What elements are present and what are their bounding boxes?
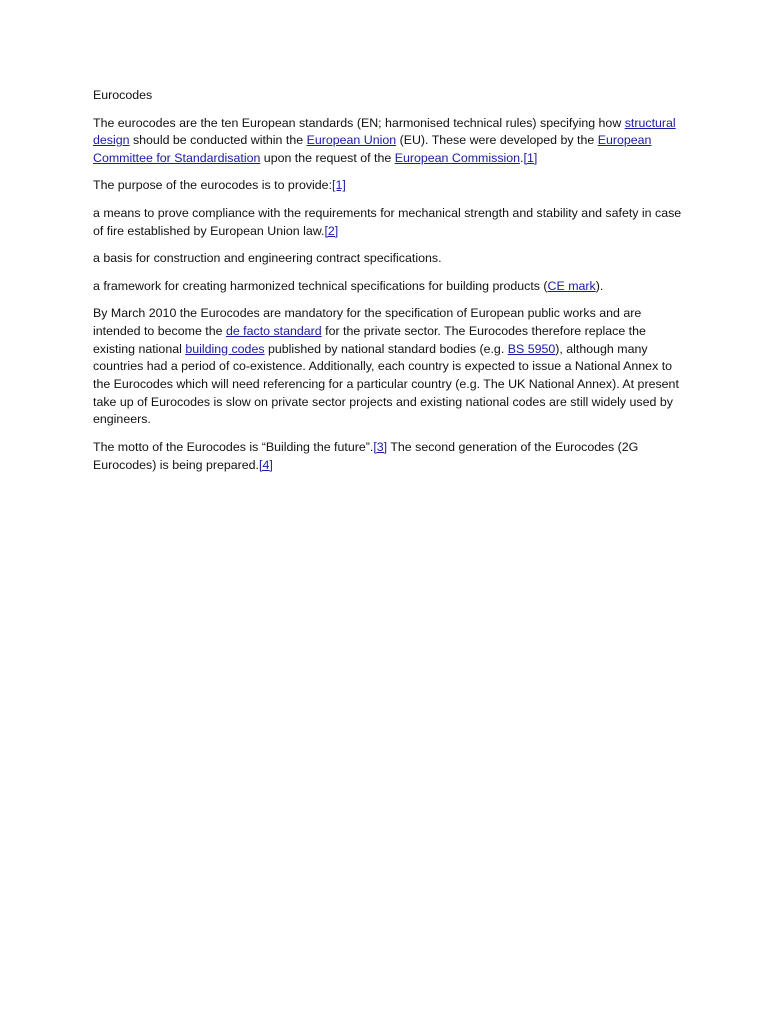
text-segment: ). [595,278,604,293]
inline-link[interactable]: building codes [185,341,265,356]
citation-link[interactable]: [4] [259,457,273,472]
inline-link[interactable]: European Commission [394,150,521,165]
text-segment: The purpose of the eurocodes is to provide: [93,178,333,193]
text-segment: a means to prove compliance with the requirements for mechanical strength and stability and safety in case of fire established by European Union law. [93,205,682,238]
text-segment: for the private sector. The Eurocodes therefore replace the existing national [93,323,646,356]
document-body [93,87,683,484]
text-segment: The eurocodes are the ten European standards (EN; harmonised technical rules) specifying how [93,115,625,130]
text-segment: a framework for creating harmonized technical specifications for building products ( [93,278,548,293]
document-title: Eurocodes [93,88,153,102]
paragraph [93,115,683,168]
inline-link[interactable]: European Union [306,133,397,148]
text-segment: The motto of the Eurocodes is “Building the future”. [93,439,374,454]
text-segment: a basis for construction and engineering contract specifications. [93,251,442,266]
inline-link[interactable]: de facto standard [225,323,322,338]
text-segment: . [520,150,524,165]
inline-link[interactable]: CE mark [547,278,596,293]
paragraph [93,177,683,195]
text-segment: By March 2010 the Eurocodes are mandatory for the specification of European public works and are intended to become the [93,306,642,338]
text-segment: (EU). These were developed by the [396,133,598,148]
citation-link[interactable]: [3] [373,439,388,454]
inline-link[interactable]: BS 5950 [507,341,556,356]
text-segment: The second generation of the Eurocodes (2G Eurocodes) is being prepared. [93,439,639,472]
text-segment: upon the request of the [260,150,395,165]
text-segment: should be conducted within the [129,133,307,148]
paragraph [93,205,683,240]
citation-link[interactable]: [1] [332,178,346,193]
inline-link[interactable]: European Committee for Standardisation [93,133,652,165]
paragraph [93,439,683,474]
paragraph-list [93,115,683,475]
text-segment: ), although many countries had a period of co-existence. Additionally, each country is expected to issue a National Annex to the Eurocodes which will need referencing for a particular country (e.g. The UK National Annex). At present take up of Eurocodes is slow on private sector projects and existing national codes are still widely used by engineers. [93,341,679,427]
paragraph [93,305,683,429]
citation-link[interactable]: [1] [523,150,538,165]
citation-link[interactable]: [2] [324,223,339,238]
paragraph [93,278,683,296]
paragraph [93,250,683,268]
inline-link[interactable]: structural design [93,115,676,148]
text-segment: published by national standard bodies (e.g. [264,341,508,356]
